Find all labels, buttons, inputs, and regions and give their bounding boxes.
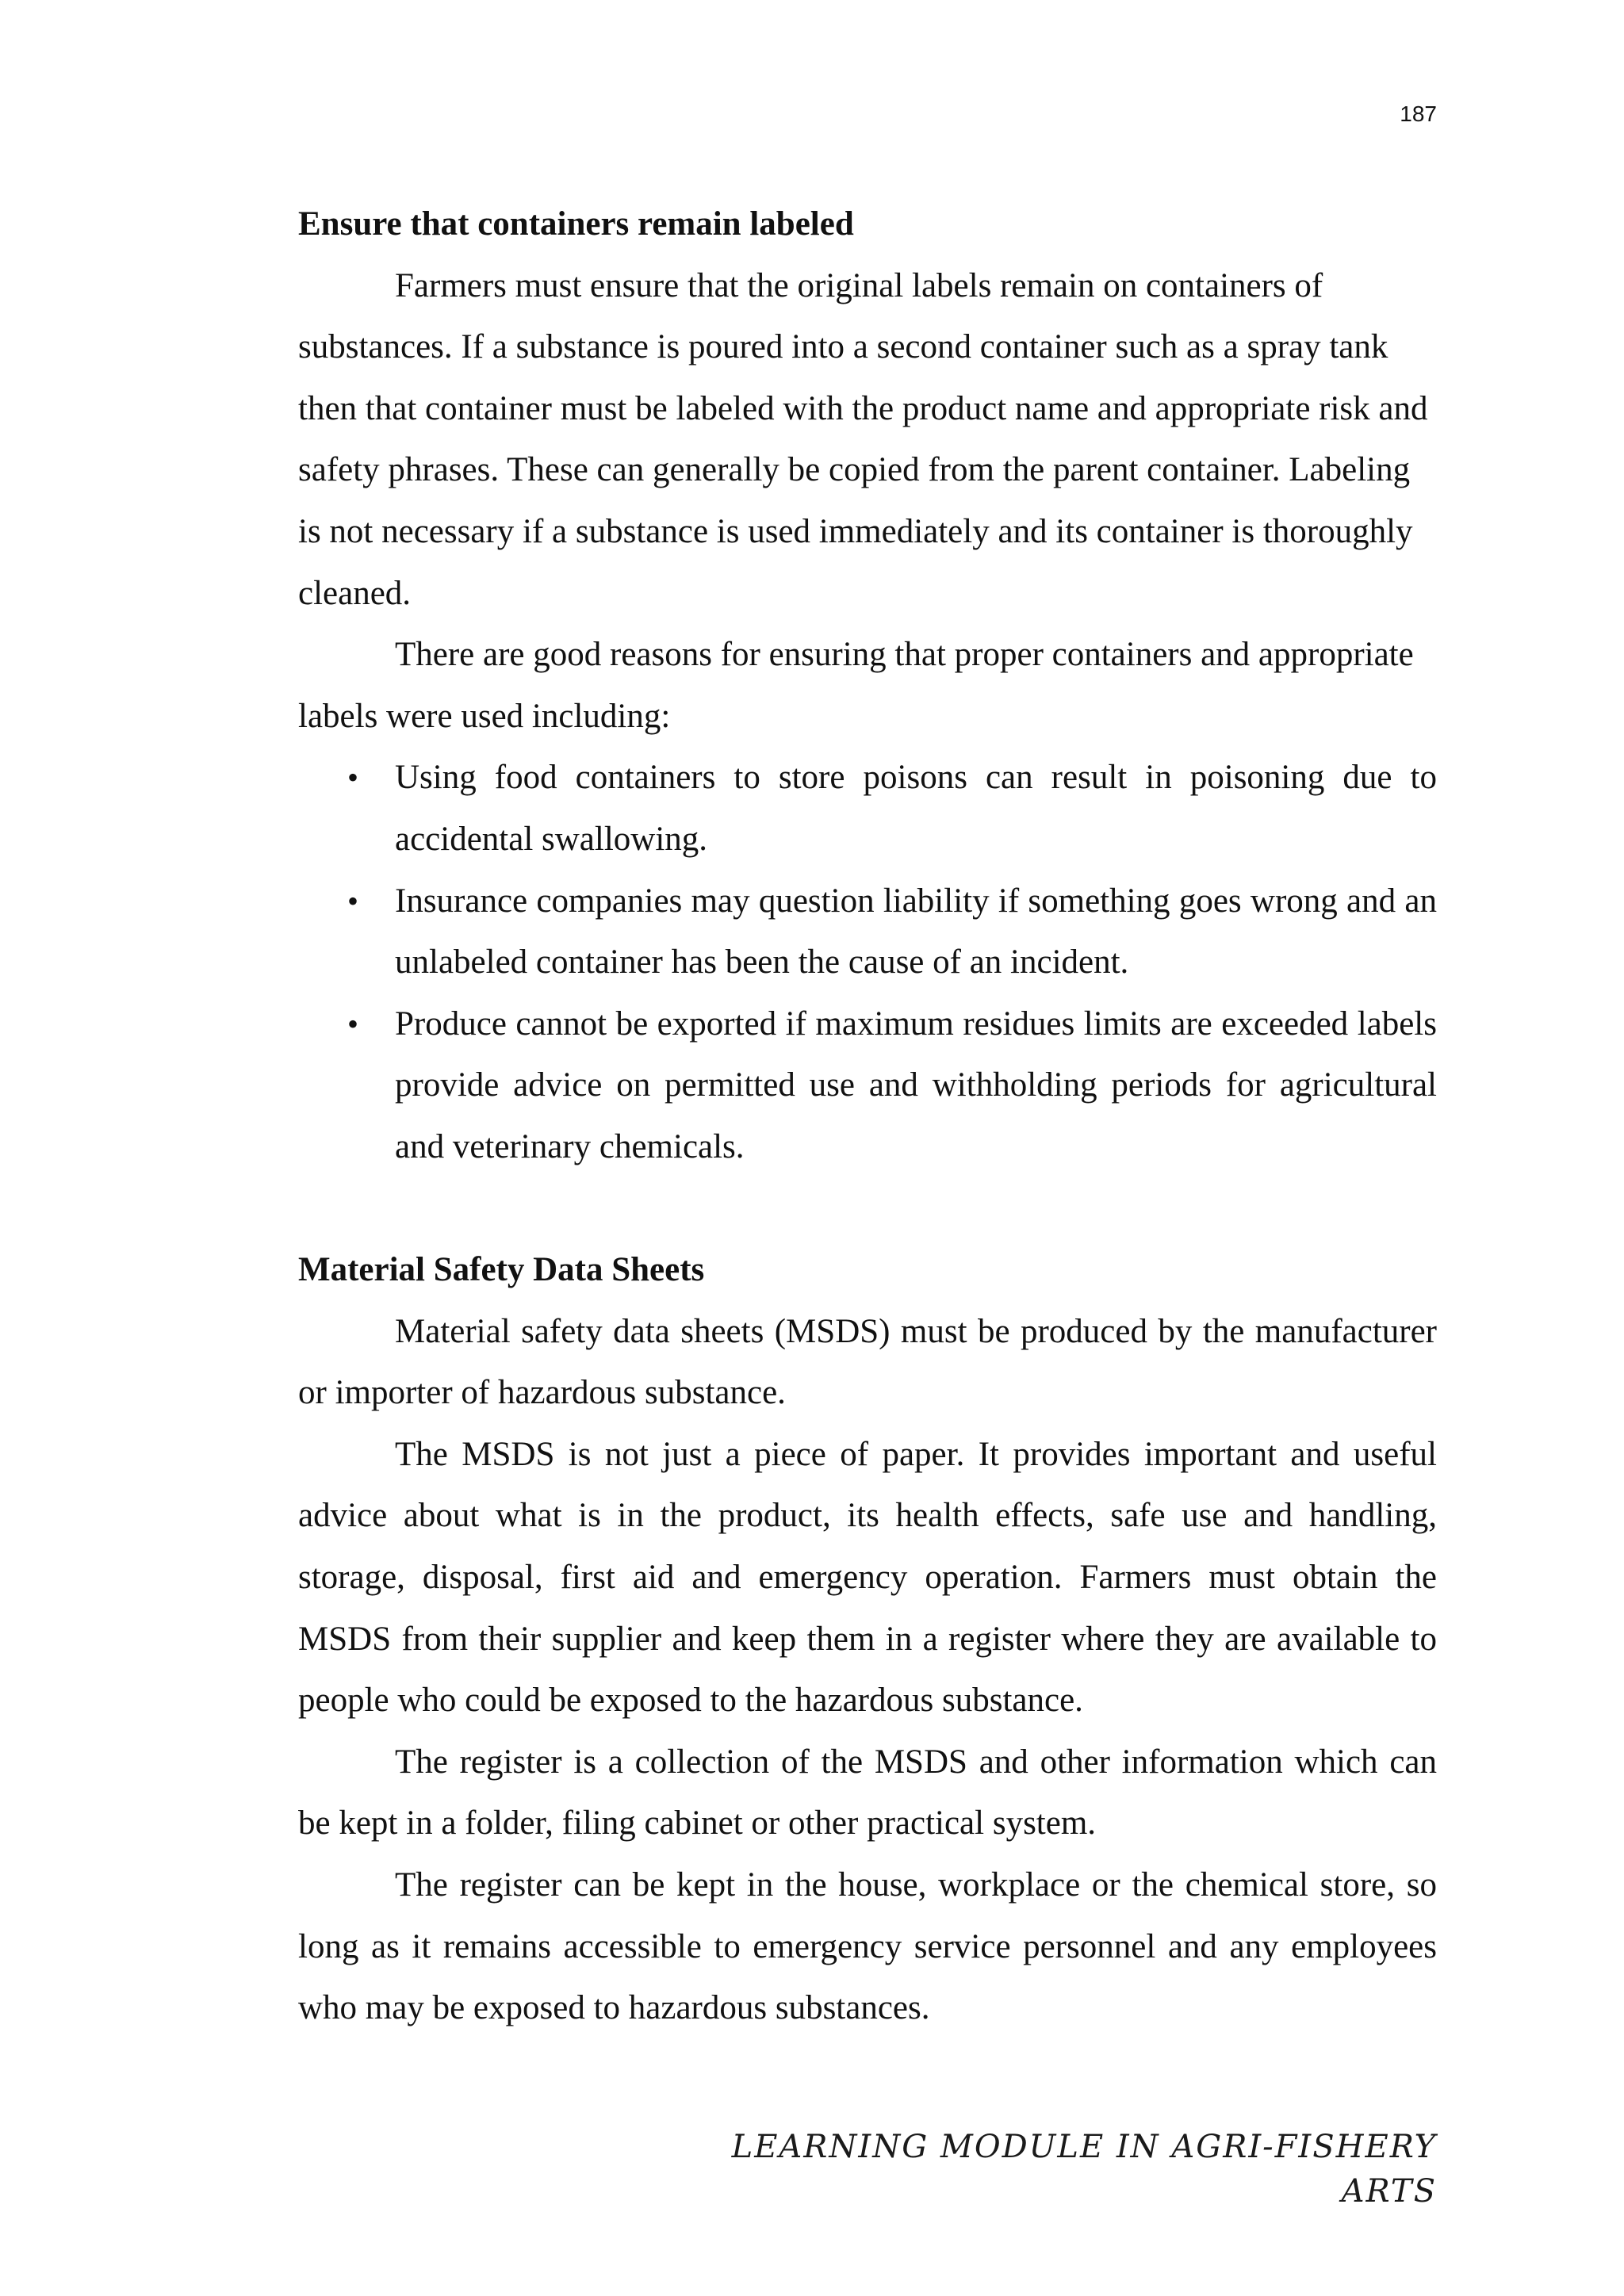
bullet-icon: • <box>347 760 359 796</box>
section-spacer <box>298 1178 1437 1240</box>
page-content <box>298 193 1437 2039</box>
reasons-list <box>298 747 1437 1177</box>
paragraph-msds-2: The MSDS is not just a piece of paper. It provides important and useful advice about what is in the product, its health effects, safe use and handling, storage, disposal, first aid and emergency operation. Farmers must obtain the MSDS from their supplier and keep them in a register where they are available to people who could be exposed to the hazardous substance. <box>298 1435 1437 1720</box>
bullet-icon: • <box>347 882 359 919</box>
bullet-icon: • <box>347 1005 359 1042</box>
section-heading-msds: Material Safety Data Sheets <box>298 1251 705 1289</box>
paragraph-msds-4: The register can be kept in the house, workplace or the chemical store, so long as it remains accessible to emergency service personnel and any employees who may be exposed to hazardous substances. <box>298 1866 1437 2027</box>
section-heading-labels: Ensure that containers remain labeled <box>298 205 854 243</box>
list-item <box>298 747 1437 870</box>
list-item-text: Produce cannot be exported if maximum residues limits are exceeded labels provide advice on permitted use and withholding periods for agricultural and veterinary chemicals. <box>395 1004 1437 1165</box>
paragraph-labels-1: Farmers must ensure that the original labels remain on containers of substances. If a substance is poured into a second container such as a spray tank then that container must be labeled with the product name and appropriate risk and safety phrases. These can generally be copied from the parent container. Labeling is not necessary if a substance is used immediately and its container is thoroughly cleaned. <box>298 266 1428 612</box>
paragraph-msds-3: The register is a collection of the MSDS and other information which can be kept in a folder, filing cabinet or other practical system. <box>298 1743 1437 1843</box>
list-item-text: Insurance companies may question liability if something goes wrong and an unlabeled container has been the cause of an incident. <box>395 882 1437 982</box>
list-item <box>298 871 1437 993</box>
paragraph-labels-2: There are good reasons for ensuring that proper containers and appropriate labels were used including: <box>298 636 1414 735</box>
paragraph-msds-1: Material safety data sheets (MSDS) must be produced by the manufacturer or importer of hazardous substance. <box>298 1312 1437 1412</box>
page-number: 187 <box>1400 101 1437 126</box>
list-item <box>298 993 1437 1178</box>
list-item-text: Using food containers to store poisons can result in poisoning due to accidental swallowing. <box>395 759 1437 858</box>
footer-title: LEARNING MODULE IN AGRI-FISHERY ARTS <box>731 2129 1437 2210</box>
